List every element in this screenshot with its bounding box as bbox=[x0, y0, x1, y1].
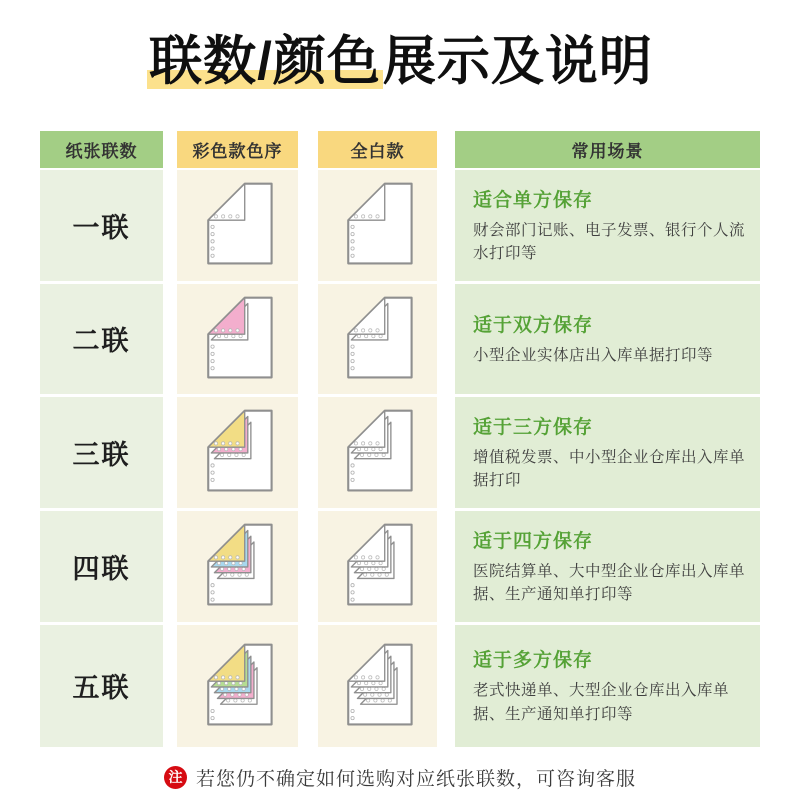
column-gap bbox=[437, 625, 455, 747]
color-paper-illustration bbox=[190, 518, 286, 614]
table-row bbox=[40, 170, 760, 281]
color-version-cell bbox=[177, 170, 298, 281]
header-common-scenarios: 常用场景 bbox=[455, 131, 760, 168]
column-gap bbox=[163, 511, 177, 622]
note-badge: 注 bbox=[164, 766, 187, 789]
color-paper-illustration bbox=[190, 291, 286, 387]
table-row bbox=[40, 284, 760, 394]
column-gap bbox=[298, 625, 318, 747]
table-header-row bbox=[40, 131, 760, 168]
ply-count-cell bbox=[40, 284, 163, 394]
white-version-cell bbox=[318, 284, 437, 394]
ply-count-cell bbox=[40, 625, 163, 747]
color-version-cell bbox=[177, 511, 298, 622]
white-version-cell bbox=[318, 170, 437, 281]
color-paper-illustration bbox=[190, 404, 286, 500]
scenario-desc: 财会部门记账、电子发票、银行个人流水打印等 bbox=[473, 221, 746, 263]
column-gap bbox=[437, 397, 455, 508]
scenario-title: 适合单方保存 bbox=[473, 189, 594, 211]
header-all-white-version: 全白款 bbox=[318, 131, 437, 168]
white-version-cell bbox=[318, 625, 437, 747]
white-paper-illustration bbox=[330, 404, 426, 500]
scenario-cell bbox=[455, 170, 760, 281]
table-body bbox=[40, 170, 760, 747]
note-text: 若您仍不确定如何选购对应纸张联数，可咨询客服 bbox=[195, 768, 636, 790]
column-gap bbox=[437, 284, 455, 394]
column-gap bbox=[437, 511, 455, 622]
scenario-desc: 老式快递单、大型企业仓库出入库单据、生产通知单打印等 bbox=[473, 682, 730, 723]
column-gap bbox=[163, 284, 177, 394]
column-gap bbox=[437, 170, 455, 281]
column-gap bbox=[437, 131, 455, 168]
comparison-table bbox=[40, 131, 760, 747]
scenario-cell bbox=[455, 284, 760, 394]
scenario-cell bbox=[455, 397, 760, 508]
white-paper-illustration bbox=[330, 518, 426, 614]
scenario-title: 适于三方保存 bbox=[473, 416, 594, 438]
scenario-desc: 增值税发票、中小型企业仓库出入库单据打印 bbox=[473, 448, 746, 490]
white-version-cell bbox=[318, 511, 437, 622]
scenario-title: 适于多方保存 bbox=[473, 650, 594, 672]
scenario-desc: 小型企业实体店出入库单据打印等 bbox=[473, 346, 714, 364]
white-paper-illustration bbox=[330, 638, 426, 734]
color-paper-illustration bbox=[190, 638, 286, 734]
ply-count-label: 三联 bbox=[72, 439, 131, 470]
title-rest-text: 展示及说明 bbox=[382, 32, 653, 91]
column-gap bbox=[298, 397, 318, 508]
column-gap bbox=[298, 131, 318, 168]
scenario-desc: 医院结算单、大中型企业仓库出入库单据、生产通知单打印等 bbox=[473, 562, 746, 604]
footer-note bbox=[0, 764, 800, 791]
scenario-title: 适于四方保存 bbox=[473, 530, 594, 552]
page-title bbox=[0, 30, 800, 94]
color-version-cell bbox=[177, 625, 298, 747]
ply-count-cell bbox=[40, 397, 163, 508]
table-row bbox=[40, 625, 760, 747]
ply-count-label: 一联 bbox=[72, 212, 131, 243]
color-version-cell bbox=[177, 397, 298, 508]
white-paper-illustration bbox=[330, 177, 426, 273]
column-gap bbox=[163, 170, 177, 281]
column-gap bbox=[298, 170, 318, 281]
column-gap bbox=[298, 511, 318, 622]
ply-count-label: 五联 bbox=[72, 673, 131, 704]
ply-count-cell bbox=[40, 170, 163, 281]
column-gap bbox=[163, 131, 177, 168]
ply-count-cell bbox=[40, 511, 163, 622]
column-gap bbox=[163, 625, 177, 747]
column-gap bbox=[163, 397, 177, 508]
color-version-cell bbox=[177, 284, 298, 394]
header-paper-ply-count: 纸张联数 bbox=[40, 131, 163, 168]
title-highlighted-text: 联数/颜色 bbox=[149, 32, 381, 91]
ply-count-label: 二联 bbox=[72, 326, 131, 357]
scenario-title: 适于双方保存 bbox=[473, 314, 594, 336]
table-row bbox=[40, 511, 760, 622]
ply-count-label: 四联 bbox=[72, 553, 131, 584]
white-paper-illustration bbox=[330, 291, 426, 387]
scenario-cell bbox=[455, 625, 760, 747]
header-color-version-order: 彩色款色序 bbox=[177, 131, 298, 168]
scenario-cell bbox=[455, 511, 760, 622]
table-row bbox=[40, 397, 760, 508]
color-paper-illustration bbox=[190, 177, 286, 273]
column-gap bbox=[298, 284, 318, 394]
white-version-cell bbox=[318, 397, 437, 508]
